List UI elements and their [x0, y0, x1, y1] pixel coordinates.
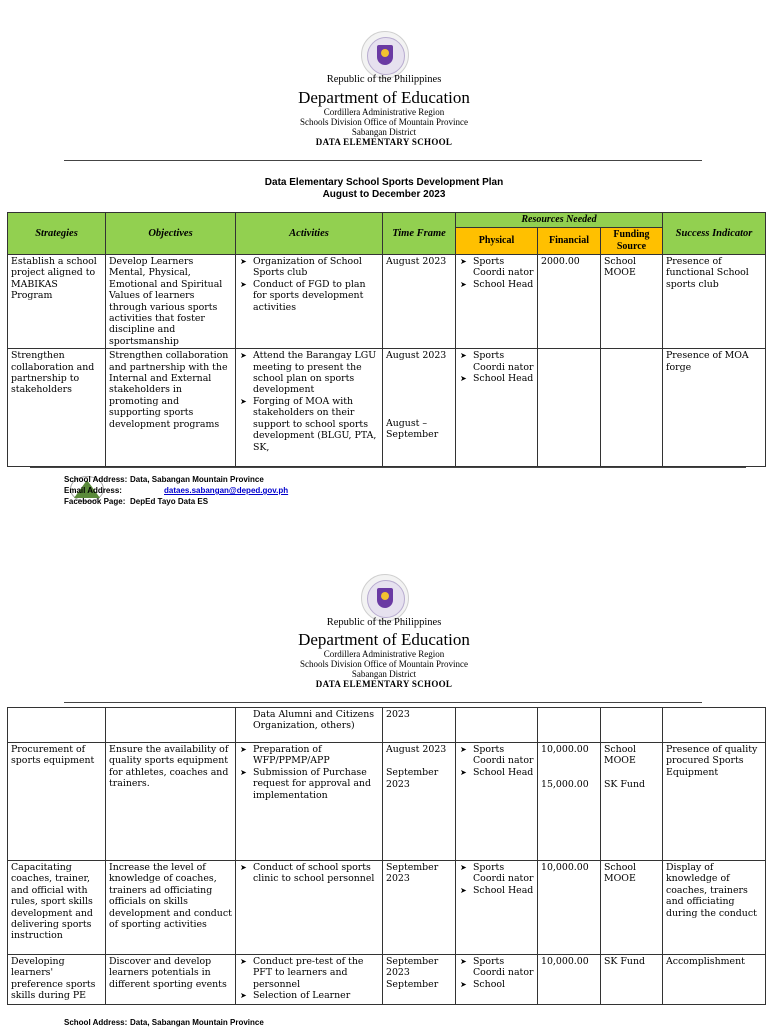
success-cell: Presence of quality procured Sports Equipment — [663, 743, 766, 861]
activity-item: ➤ Organization of School Sports club — [239, 256, 379, 279]
table-row — [8, 743, 766, 861]
col-resources-needed: Resources Needed — [456, 213, 663, 228]
time-frame-cell: 2023 — [383, 708, 456, 743]
address-label: School Address: — [64, 475, 128, 484]
physical-item: ➤ Sports Coordi nator — [459, 862, 534, 885]
district-line: Sabangan District — [351, 127, 417, 137]
physical-cell — [456, 743, 538, 861]
physical-item: ➤ School Head — [459, 279, 534, 290]
activity-item: ➤ Conduct of school sports clinic to school personnel — [239, 862, 379, 885]
email-label: Email Address: — [64, 486, 122, 495]
objective-cell: Strengthen collaboration and partnership with the Internal and External stakeholders in promoting and supporting sports development programs — [106, 349, 236, 467]
success-cell: Presence of functional School sports club — [663, 255, 766, 349]
table-row — [8, 255, 766, 349]
district-line: Sabangan District — [351, 669, 417, 679]
facebook-label: Facebook Page: — [64, 497, 126, 506]
financial-cell: 10,000.00 — [538, 861, 601, 955]
financial-second: 15,000.00 — [541, 779, 589, 791]
col-time-frame: Time Frame — [383, 213, 456, 255]
time-frame-cell — [383, 743, 456, 861]
address-label: School Address: — [64, 1018, 128, 1027]
time-frame-start: September 2023 — [386, 956, 439, 979]
activities-cell — [236, 255, 383, 349]
plan-title: Data Elementary School Sports Development Plan — [264, 177, 504, 188]
activities-cell — [236, 349, 383, 467]
funding-cell: School MOOE — [601, 255, 663, 349]
time-frame-second: September — [386, 978, 439, 990]
plan-table-page2 — [7, 707, 766, 1005]
physical-item: ➤ School Head — [459, 885, 534, 896]
objective-cell: Ensure the availability of quality sports equipment for athletes, coaches and trainers. — [106, 743, 236, 861]
time-frame-start: August 2023 — [386, 744, 447, 755]
plan-table-page1 — [7, 212, 766, 467]
financial-cell: 10,000.00 — [538, 955, 601, 1005]
department-name: Department of Education — [298, 630, 470, 649]
footer-contact — [64, 474, 288, 507]
strategy-cell: Developing learners' preference sports skills during PE — [8, 955, 106, 1005]
col-success-indicator: Success Indicator — [663, 213, 766, 255]
funding-cell: SK Fund — [601, 955, 663, 1005]
activities-cell — [236, 743, 383, 861]
activity-item: ➤ Preparation of WFP/PPMP/APP — [239, 744, 379, 767]
header-divider — [64, 160, 702, 161]
physical-cell — [456, 861, 538, 955]
activity-item: ➤ Attend the Barangay LGU meeting to present the school plan on sports development — [239, 350, 379, 396]
time-frame-start: August 2023 — [386, 350, 447, 362]
col-activities: Activities — [236, 213, 383, 255]
physical-item: ➤ School Head — [459, 373, 534, 384]
financial-cell — [538, 708, 601, 743]
objective-cell: Increase the level of knowledge of coaches, trainers ad officiating officials on skills development and conduct of sporting activities — [106, 861, 236, 955]
school-name: DATA ELEMENTARY SCHOOL — [315, 679, 453, 689]
header-divider — [64, 702, 702, 703]
region-line: Cordillera Administrative Region — [323, 649, 445, 659]
physical-cell — [456, 955, 538, 1005]
time-frame-cell — [383, 349, 456, 467]
physical-item: ➤ Sports Coordi nator — [459, 744, 534, 767]
success-cell: Presence of MOA forge — [663, 349, 766, 467]
time-frame-second: August – September — [386, 417, 439, 441]
physical-item: ➤ School Head — [459, 767, 534, 778]
funding-second: SK Fund — [604, 778, 645, 790]
footer-contact-partial — [64, 1017, 264, 1028]
activities-cell: Data Alumni and Citizens Organization, others) — [236, 708, 383, 743]
email-link[interactable]: dataes.sabangan@deped.gov.ph — [164, 486, 289, 495]
activity-item: ➤ Submission of Purchase request for approval and implementation — [239, 767, 379, 801]
financial-cell: 2000.00 — [538, 255, 601, 349]
activity-item: ➤ Selection of Learner — [239, 990, 379, 1001]
republic-line: Republic of the Philippines — [326, 617, 442, 628]
school-name: DATA ELEMENTARY SCHOOL — [315, 137, 453, 147]
table-row — [8, 861, 766, 955]
strategy-cell: Establish a school project aligned to MABIKAS Program — [8, 255, 106, 349]
funding-cell — [601, 743, 663, 861]
physical-item: ➤ Sports Coordi nator — [459, 350, 534, 373]
physical-item: ➤ Sports Coordi nator — [459, 956, 534, 979]
physical-item: ➤ School — [459, 979, 534, 990]
financial-first: 10,000.00 — [541, 744, 589, 755]
success-cell: Accomplishment — [663, 955, 766, 1005]
funding-first: School MOOE — [604, 744, 636, 767]
col-objectives: Objectives — [106, 213, 236, 255]
col-funding-source: Funding Source — [601, 228, 663, 255]
funding-cell: School MOOE — [601, 861, 663, 955]
col-physical: Physical — [456, 228, 538, 255]
republic-line: Republic of the Philippines — [326, 74, 442, 85]
physical-cell — [456, 255, 538, 349]
physical-cell — [456, 349, 538, 467]
physical-item: ➤ Sports Coordi nator — [459, 256, 534, 279]
time-frame-cell — [383, 955, 456, 1005]
strategy-cell: Procurement of sports equipment — [8, 743, 106, 861]
time-frame-cell: August 2023 — [383, 255, 456, 349]
activities-cell — [236, 861, 383, 955]
financial-cell — [538, 743, 601, 861]
objective-cell — [106, 708, 236, 743]
objective-cell: Discover and develop learners potentials in different sporting events — [106, 955, 236, 1005]
strategy-cell — [8, 708, 106, 743]
physical-cell — [456, 708, 538, 743]
table-row — [8, 955, 766, 1005]
deped-seal-icon — [361, 574, 409, 622]
financial-cell — [538, 349, 601, 467]
success-cell — [663, 708, 766, 743]
activity-item: ➤ Conduct pre-test of the PFT to learners and personnel — [239, 956, 379, 990]
strategy-cell: Strengthen collaboration and partnership to stakeholders — [8, 349, 106, 467]
table-row — [8, 349, 766, 467]
address-value: Data, Sabangan Mountain Province — [130, 475, 264, 484]
address-value: Data, Sabangan Mountain Province — [130, 1018, 264, 1027]
strategy-cell: Capacitating coaches, trainer, and official with rules, sport skills development and delivering sports instruction — [8, 861, 106, 955]
funding-cell — [601, 349, 663, 467]
activities-cell — [236, 955, 383, 1005]
activity-item: ➤ Conduct of FGD to plan for sports development activities — [239, 279, 379, 313]
table-row — [8, 708, 766, 743]
success-cell: Display of knowledge of coaches, trainers and officiating during the conduct — [663, 861, 766, 955]
plan-period: August to December 2023 — [322, 189, 446, 200]
funding-cell — [601, 708, 663, 743]
time-frame-cell: September 2023 — [383, 861, 456, 955]
activity-item: ➤ Forging of MOA with stakeholders on their support to school sports development (BLGU, PTA, SK, — [239, 396, 379, 453]
objective-cell: Develop Learners Mental, Physical, Emotional and Spiritual Values of learners through various sports activities that foster discipline and sportsmanship — [106, 255, 236, 349]
division-line: Schools Division Office of Mountain Province — [299, 117, 469, 127]
footer-divider — [30, 467, 746, 468]
division-line: Schools Division Office of Mountain Province — [299, 659, 469, 669]
facebook-value: DepEd Tayo Data ES — [130, 497, 209, 506]
time-frame-second: September 2023 — [386, 767, 439, 790]
region-line: Cordillera Administrative Region — [323, 107, 445, 117]
deped-seal-icon — [361, 31, 409, 79]
department-name: Department of Education — [298, 88, 470, 107]
col-strategies: Strategies — [8, 213, 106, 255]
col-financial: Financial — [538, 228, 601, 255]
